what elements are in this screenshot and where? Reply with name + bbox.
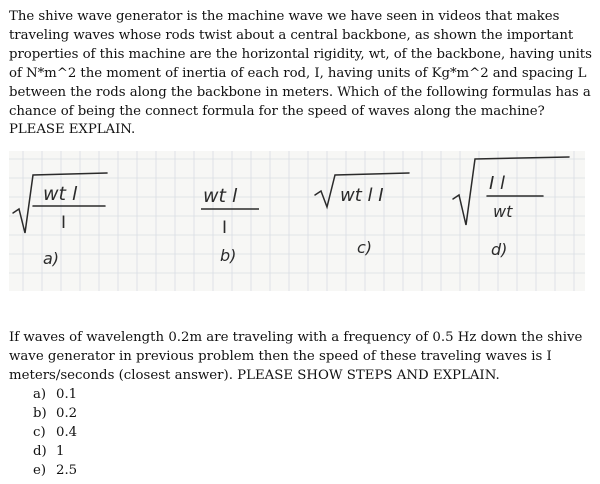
- formula-b-denominator: I: [222, 218, 228, 238]
- question-2-text: If waves of wavelength 0.2m are traveling with a frequency of 0.5 Hz down the shive wave generator in previous problem then the speed of these traveling waves is I meters/seconds (closest answer). PLEASE SHOW STEPS AND EXPLAIN.: [9, 330, 583, 383]
- formula-c-label: c): [357, 238, 373, 257]
- formula-a-label: a): [43, 249, 60, 268]
- answer-option-d[interactable]: d) 1: [33, 444, 65, 459]
- answer-option-e[interactable]: e) 2.5: [33, 463, 78, 478]
- answer-option-c[interactable]: c) 0.4: [33, 425, 78, 440]
- formula-d-label: d): [491, 240, 508, 259]
- answer-options: [33, 385, 77, 480]
- handwritten-formulas-figure: [9, 151, 585, 291]
- formula-a-numerator: wt l: [43, 183, 78, 205]
- question-1-text: The shive wave generator is the machine wave we have seen in videos that makes traveling waves whose rods twist about a central backbone, as shown the important properties of this machine are the horizontal rigidity, wt, of the backbone, having units of N*m^2 the moment of inertia of each rod, I, having units of Kg*m^2 and spacing L between the rods along the backbone in meters. Which of the following formulas has a chance of being the connect formula for the speed of waves along the machine? PLEASE EXPLAIN.: [9, 9, 592, 138]
- formula-a-denominator: I: [61, 213, 67, 233]
- formula-d-numerator: I l: [489, 173, 506, 194]
- formula-c-radicand: wt l I: [340, 185, 384, 206]
- formula-b-label: b): [220, 246, 237, 265]
- answer-option-b[interactable]: b) 0.2: [33, 406, 78, 421]
- handwritten-formulas-photo: [9, 151, 585, 291]
- formula-d-denominator: wt: [493, 202, 513, 221]
- answer-option-a[interactable]: a) 0.1: [33, 387, 78, 402]
- formula-b-numerator: wt l: [203, 185, 238, 207]
